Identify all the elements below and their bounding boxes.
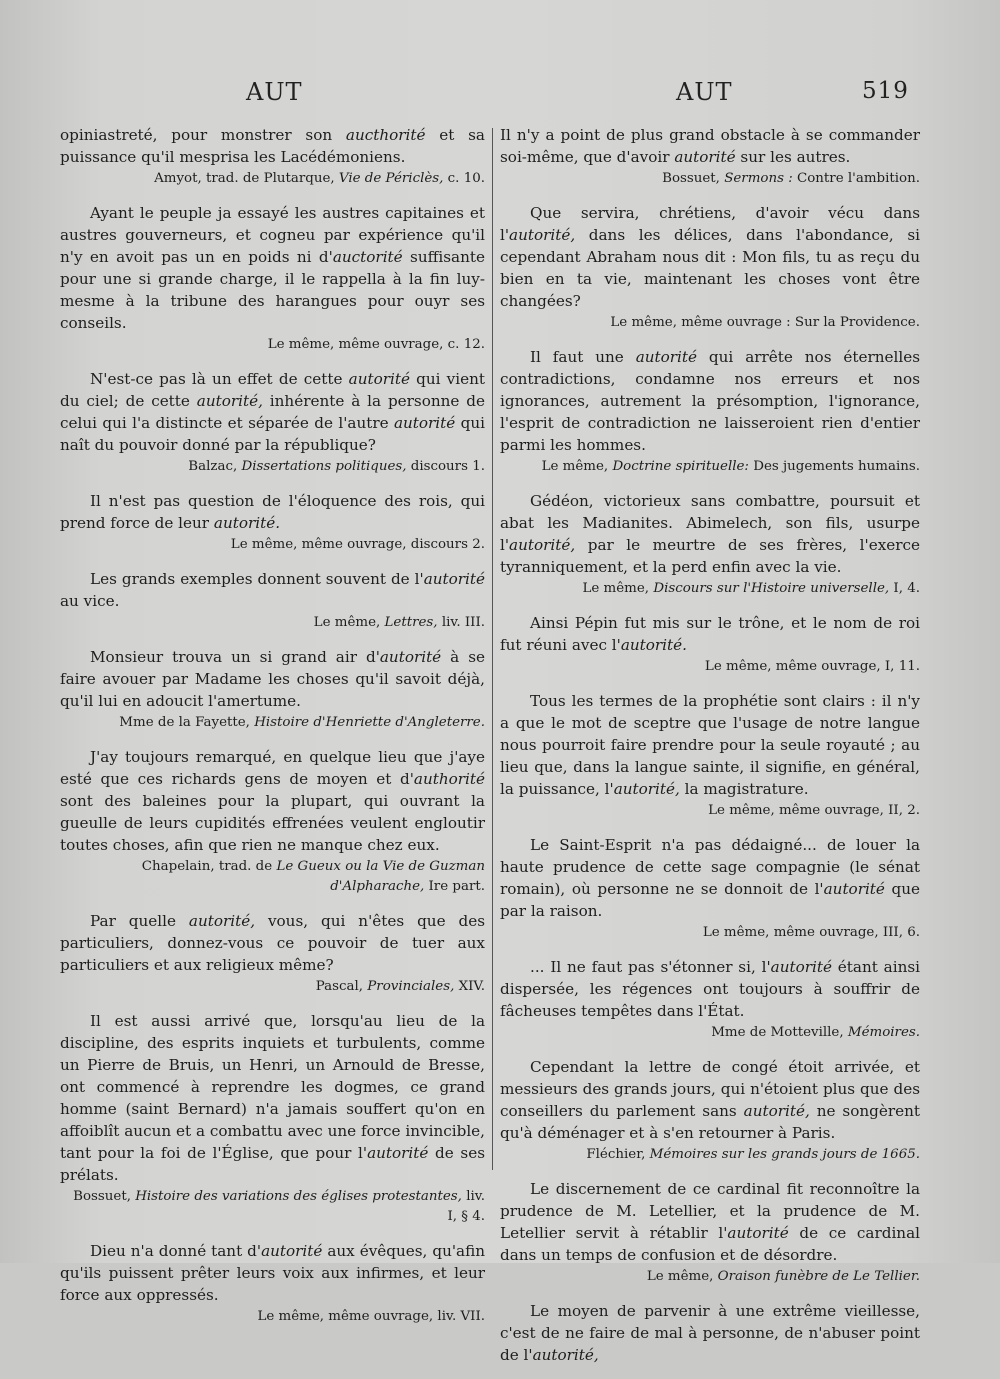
citation-entry (60, 124, 485, 189)
text-segment: ne songèrent qu'à déménager et à s'en retourner à Paris. (500, 1102, 920, 1142)
citation-entry (500, 202, 920, 333)
keyword-italic: autorité (635, 348, 698, 366)
source-attribution (500, 1145, 920, 1165)
text-segment: la magistrature. (679, 780, 809, 798)
keyword-italic: auctorité (332, 248, 403, 266)
author-name: Le même, (582, 581, 654, 596)
text-segment: opiniastreté, pour monstrer son (60, 126, 346, 144)
source-attribution (60, 169, 485, 189)
text-segment: Les grands exemples donnent souvent de l' (90, 570, 424, 588)
keyword-italic: autorité. (213, 514, 281, 532)
quotation-text (500, 956, 920, 1022)
running-head-left: AUT (246, 78, 303, 106)
source-attribution (500, 923, 920, 943)
author-name: Bossuet, (662, 171, 725, 186)
citation-entry (500, 124, 920, 189)
author-name: Ire part. (424, 879, 485, 894)
work-title: Oraison funèbre de Le Tellier. (717, 1269, 920, 1284)
quotation-text (500, 690, 920, 800)
citation-entry (500, 612, 920, 677)
quotation-text (60, 124, 485, 168)
source-attribution (60, 977, 485, 997)
source-attribution (60, 713, 485, 733)
text-segment: et sa puissance qu'il mesprisa les Lacédémoniens. (60, 126, 485, 166)
text-segment: Tous les termes de la prophétie sont clairs : il n'y a que le mot de sceptre que l'usage de notre langue nous pourroit faire prendre pour la seule royauté ; au lieu que, dans la langue sainte, il signifie, en général, la puissance, l' (500, 692, 920, 798)
source-attribution (60, 613, 485, 633)
quotation-text (500, 834, 920, 922)
keyword-italic: autorité (393, 414, 456, 432)
keyword-italic: aucthorité (345, 126, 426, 144)
keyword-italic: autorité, (509, 226, 576, 244)
work-title: Le Gueux ou la Vie de Guzman d'Alpharache, (276, 859, 485, 894)
quotation-text (60, 646, 485, 712)
text-segment: que par la raison. (500, 880, 920, 920)
text-segment: Par quelle (90, 912, 189, 930)
citation-entry (500, 956, 920, 1043)
source-attribution (60, 857, 485, 897)
text-segment: Il n'est pas question de l'éloquence des rois, qui prend force de leur (60, 492, 485, 532)
text-segment: par le meurtre de ses frères, l'exerce tyranniquement, et la perd enfin avec la vie. (500, 536, 920, 576)
quotation-text (500, 612, 920, 656)
keyword-italic: autorité (823, 880, 885, 898)
author-name: I, 4. (889, 581, 920, 596)
citation-entry (500, 834, 920, 943)
keyword-italic: autorité (674, 148, 736, 166)
work-title: Mémoires. (847, 1025, 920, 1040)
author-name: Des jugements humains. (748, 459, 920, 474)
citation-entry (60, 910, 485, 997)
keyword-italic: autorité (367, 1144, 429, 1162)
author-name: liv. I, § 4. (447, 1189, 485, 1224)
citation-entry (60, 490, 485, 555)
quotation-text (500, 490, 920, 578)
citation-entry (60, 568, 485, 633)
author-name: Le même, même ouvrage, II, 2. (708, 803, 920, 818)
source-attribution (500, 1023, 920, 1043)
text-segment: qui vient du ciel; de cette (60, 370, 485, 410)
author-name: Bossuet, (73, 1189, 136, 1204)
source-attribution (500, 657, 920, 677)
text-segment: ... Il ne faut pas s'étonner si, l' (530, 958, 771, 976)
keyword-italic: autorité (379, 648, 442, 666)
text-segment: de ce cardinal dans un temps de confusion et de désordre. (500, 1224, 921, 1264)
text-segment: étant ainsi dispersée, les régences ont toujours à souffrir de fâcheuses tempêtes dans l'État. (500, 958, 921, 1020)
author-name: Fléchier, (586, 1147, 650, 1162)
keyword-italic: authorité (413, 770, 485, 788)
author-name: Le même, (646, 1269, 718, 1284)
author-name: Le même, même ouvrage : Sur la Providence. (610, 315, 920, 330)
quotation-text (500, 1056, 920, 1144)
text-segment: Le moyen de parvenir à une extrême vieillesse, c'est de ne faire de mal à personne, de n'abuser point de l' (500, 1302, 920, 1364)
quotation-text (60, 1010, 485, 1186)
quotation-text (60, 202, 485, 334)
quotation-text (60, 568, 485, 612)
author-name: Contre l'ambition. (792, 171, 920, 186)
author-name: Le même, même ouvrage, c. 12. (267, 337, 485, 352)
text-segment: Dieu n'a donné tant d' (90, 1242, 262, 1260)
source-attribution (60, 1307, 485, 1327)
quotation-text (60, 910, 485, 976)
work-title: Dissertations politiques, (241, 459, 407, 474)
source-attribution (500, 313, 920, 333)
quotation-text (500, 1178, 920, 1266)
keyword-italic: autorité, (196, 392, 263, 410)
citation-entry (500, 1300, 920, 1366)
author-name: Le même, même ouvrage, discours 2. (230, 537, 485, 552)
text-segment: suffisante pour une si grande charge, il le rappella à la fin luy-mesme à la tribune des harangues pour ouyr ses conseils. (60, 248, 485, 332)
keyword-italic: autorité (770, 958, 832, 976)
quotation-text (500, 124, 920, 168)
quotation-text (500, 202, 920, 312)
author-name: Chapelain, trad. de (141, 859, 277, 874)
text-segment: inhérente à la personne de celui qui l'a distincte et séparée de l'autre (60, 392, 485, 432)
text-segment: Le Saint-Esprit n'a pas dédaigné... de louer la haute prudence de cette sage compagnie (le sénat romain), où personne ne se donnoit de l' (500, 836, 920, 898)
text-segment: à se faire avouer par Madame les choses qu'il savoit déjà, qu'il lui en adoucit l'amertume. (60, 648, 485, 710)
citation-entry (60, 646, 485, 733)
author-name: Le même, (541, 459, 613, 474)
column-divider (492, 128, 493, 1170)
text-segment: de ses prélats. (60, 1144, 485, 1184)
citation-entry (60, 368, 485, 477)
text-segment: au vice. (60, 592, 120, 610)
citation-entry (500, 1056, 920, 1165)
source-attribution (500, 1267, 920, 1287)
author-name: Mme de Motteville, (711, 1025, 848, 1040)
keyword-italic: autorité. (620, 636, 687, 654)
text-segment: aux évêques, qu'afin qu'ils puissent prêter leurs voix aux infirmes, et leur force aux oppressés. (60, 1242, 485, 1304)
keyword-italic: autorité, (743, 1102, 810, 1120)
text-segment: J'ay toujours remarqué, en quelque lieu que j'aye esté que ces richards gens de moyen et d' (60, 748, 485, 788)
text-segment: dans les délices, dans l'abondance, si cependant Abraham nous dit : Mon fils, tu as reçu du bien en ta vie, maintenant les choses vont être changées? (500, 226, 920, 310)
quotation-text (60, 1240, 485, 1306)
source-attribution (500, 169, 920, 189)
keyword-italic: autorité, (532, 1346, 599, 1364)
citation-entry (500, 346, 920, 477)
page-number: 519 (862, 78, 909, 104)
text-segment: Gédéon, victorieux sans combattre, poursuit et abat les Madianites. Abimelech, son fils, usurpe l' (500, 492, 920, 554)
citation-entry (60, 746, 485, 897)
work-title: Histoire d'Henriette d'Angleterre. (254, 715, 485, 730)
citation-entry (500, 690, 920, 821)
text-segment: sur les autres. (735, 148, 851, 166)
author-name: liv. III. (437, 615, 485, 630)
work-title: Mémoires sur les grands jours de 1665. (649, 1147, 920, 1162)
text-segment: vous, qui n'êtes que des particuliers, donnez-vous ce pouvoir de tuer aux particuliers et aux religieux même? (60, 912, 485, 974)
work-title: Doctrine spirituelle: (612, 459, 749, 474)
running-head-right: AUT (676, 78, 733, 106)
citation-entry (60, 202, 485, 355)
source-attribution (60, 1187, 485, 1227)
keyword-italic: autorité, (613, 780, 680, 798)
author-name: Mme de la Fayette, (119, 715, 255, 730)
text-segment: sont des baleines pour la plupart, qui ouvrant la gueulle de leurs cupidités effrenées veulent engloutir toutes choses, afin que rien ne manque chez eux. (60, 792, 485, 854)
text-segment: qui naît du pouvoir donné par la république? (60, 414, 485, 454)
keyword-italic: autorité (348, 370, 410, 388)
author-name: Le même, même ouvrage, I, 11. (704, 659, 920, 674)
quotation-text (60, 490, 485, 534)
left-column (60, 124, 485, 1340)
author-name: Le même, même ouvrage, liv. VII. (257, 1309, 485, 1324)
text-segment: Le discernement de ce cardinal fit reconnoître la prudence de M. Letellier, et la prudence de M. Letellier servit à rétablir l' (500, 1180, 920, 1242)
text-segment: Monsieur trouva un si grand air d' (90, 648, 380, 666)
citation-entry (60, 1240, 485, 1327)
quotation-text (60, 368, 485, 456)
citation-entry (60, 1010, 485, 1227)
keyword-italic: autorité (261, 1242, 323, 1260)
source-attribution (500, 579, 920, 599)
text-segment: Il n'y a point de plus grand obstacle à se commander soi-même, que d'avoir (500, 126, 920, 166)
text-segment: Que servira, chrétiens, d'avoir vécu dans l' (500, 204, 920, 244)
author-name: Le même, (313, 615, 385, 630)
work-title: Provinciales, (367, 979, 455, 994)
work-title: Histoire des variations des églises protestantes, (135, 1189, 462, 1204)
author-name: c. 10. (443, 171, 485, 186)
source-attribution (60, 457, 485, 477)
citation-entry (500, 1178, 920, 1287)
keyword-italic: autorité, (188, 912, 256, 930)
author-name: Balzac, (188, 459, 242, 474)
text-segment: Cependant la lettre de congé étoit arrivée, et messieurs des grands jours, qui n'étoient plus que des conseillers du parlement sans (500, 1058, 920, 1120)
author-name: Le même, même ouvrage, III, 6. (702, 925, 920, 940)
quotation-text (60, 746, 485, 856)
text-segment: N'est-ce pas là un effet de cette (90, 370, 349, 388)
author-name: Amyot, trad. de Plutarque, (154, 171, 339, 186)
source-attribution (500, 457, 920, 477)
quotation-text (500, 1300, 920, 1366)
text-segment: Ayant le peuple ja essayé les austres capitaines et austres gouverneurs, et cogneu par expérience qu'il n'y en avoit pas un en poids ni d' (60, 204, 485, 266)
author-name: Pascal, (315, 979, 368, 994)
text-segment: Ainsi Pépin fut mis sur le trône, et le nom de roi fut réuni avec l' (500, 614, 920, 654)
source-attribution (60, 535, 485, 555)
author-name: discours 1. (406, 459, 485, 474)
work-title: Lettres, (384, 615, 438, 630)
citation-entry (500, 490, 920, 599)
text-segment: Il est aussi arrivé que, lorsqu'au lieu de la discipline, des esprits inquiets et turbulents, comme un Pierre de Bruis, un Henri, un Arnould de Bresse, ont commencé à reprendre les dogmes, ce grand homme (saint Bernard) n'a jamais souffert qu'on en affoiblît aucun et a combattu avec une force invincible, tant pour la foi de l'Église, que pour l' (60, 1012, 485, 1162)
quotation-text (500, 346, 920, 456)
text-segment: qui arrête nos éternelles contradictions, condamne nos erreurs et nos ignorances, autrement la présomption, l'ignorance, l'esprit de contradiction ne laisseroient rien d'entier parmi les hommes. (500, 348, 921, 454)
source-attribution (500, 801, 920, 821)
work-title: Discours sur l'Histoire universelle, (653, 581, 890, 596)
keyword-italic: autorité (727, 1224, 789, 1242)
work-title: Vie de Périclès, (338, 171, 444, 186)
source-attribution (60, 335, 485, 355)
text-segment: Il faut une (530, 348, 636, 366)
work-title: Sermons : (724, 171, 793, 186)
right-column (500, 124, 920, 1379)
author-name: XIV. (454, 979, 485, 994)
keyword-italic: autorité (423, 570, 485, 588)
keyword-italic: autorité, (509, 536, 576, 554)
